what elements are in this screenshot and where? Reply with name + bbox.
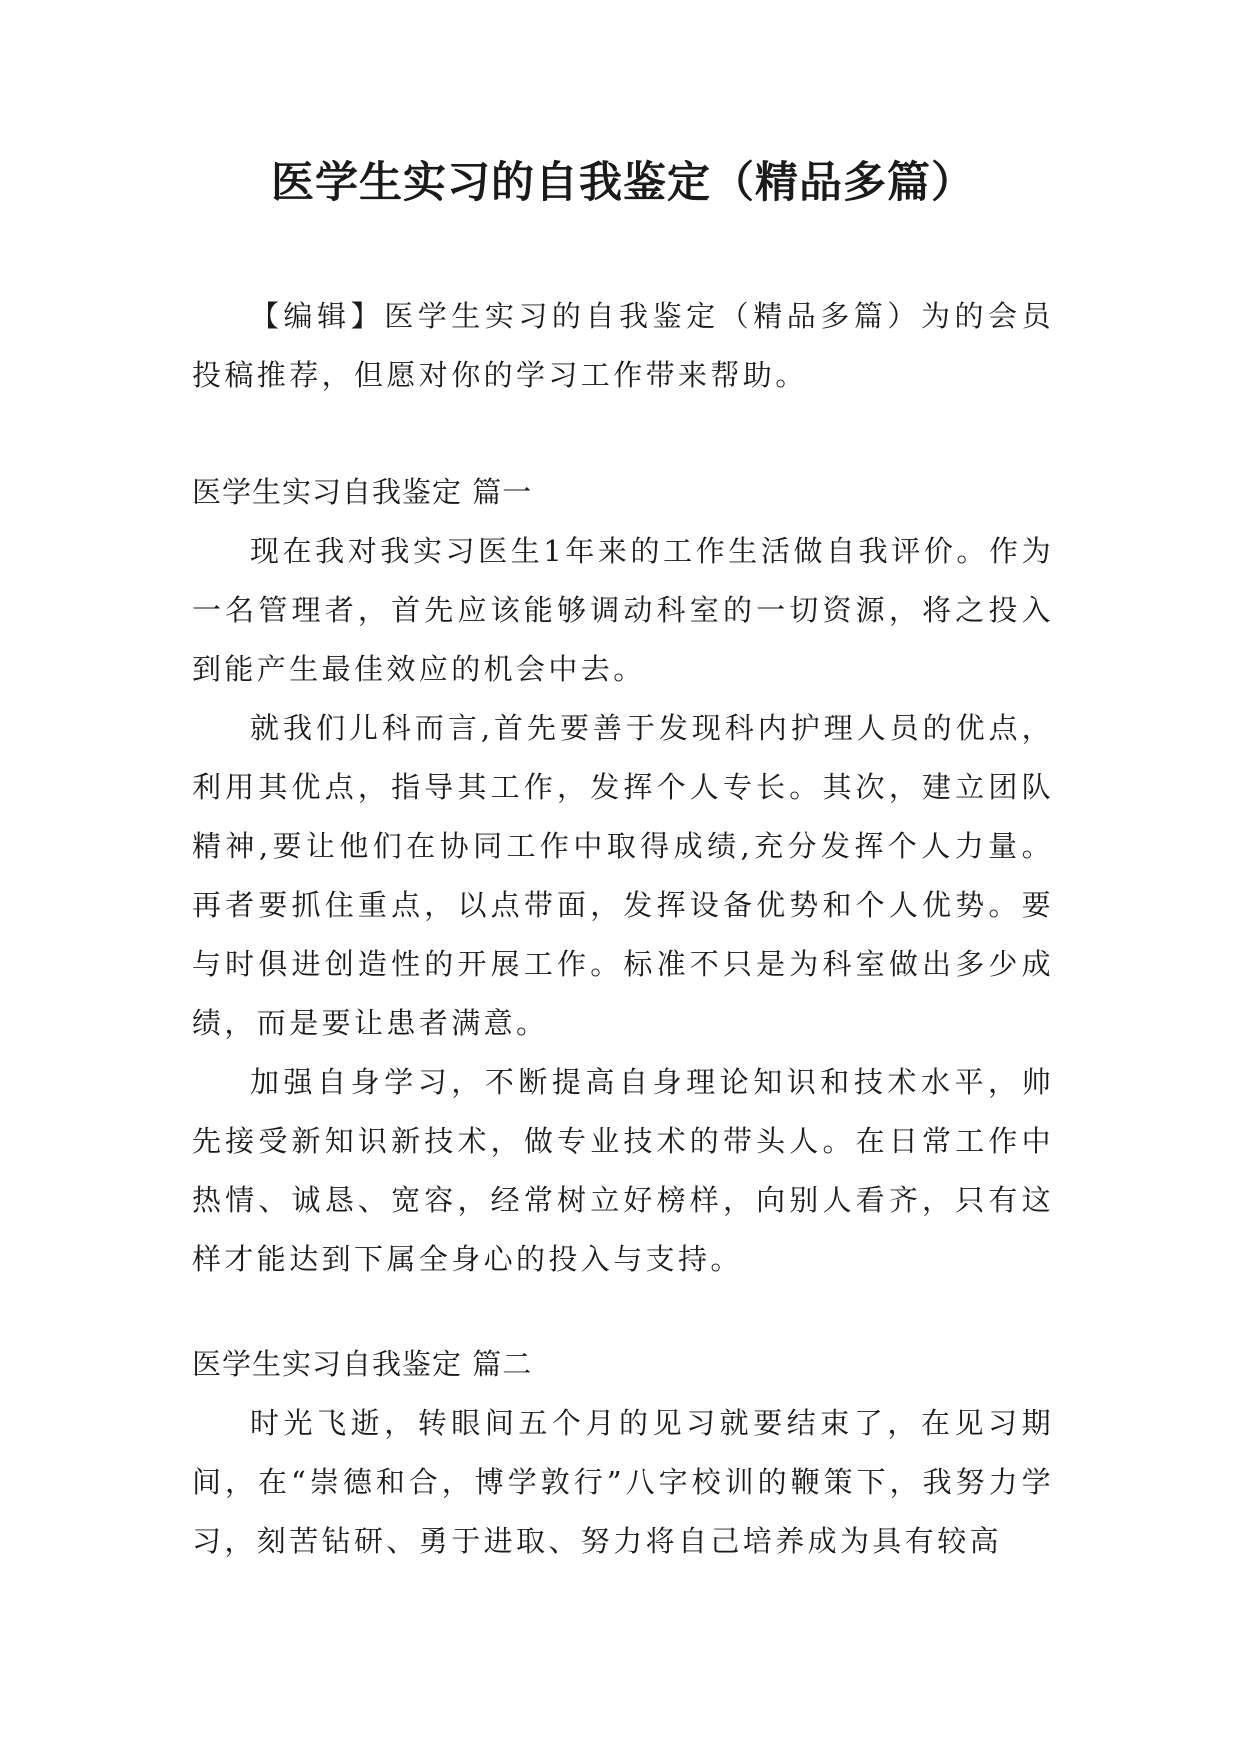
intro-block bbox=[192, 287, 1054, 405]
section-heading: 医学生实习自我鉴定 篇二 bbox=[192, 1347, 533, 1381]
section-2 bbox=[192, 1335, 1054, 1571]
body-paragraph: 时光飞逝，转眼间五个月的见习就要结束了，在见习期间，在“崇德和合，博学敦行”八字校训的鞭策下，我努力学习，刻苦钻研、勇于进取、努力将自己培养成为具有较高 bbox=[192, 1406, 1054, 1558]
section-1 bbox=[192, 463, 1054, 1289]
section-heading: 医学生实习自我鉴定 篇一 bbox=[192, 475, 533, 509]
document-title: 医学生实习的自我鉴定（精品多篇） bbox=[271, 158, 975, 208]
intro-paragraph: 【编辑】医学生实习的自我鉴定（精品多篇）为的会员投稿推荐，但愿对你的学习工作带来帮助。 bbox=[192, 299, 1054, 392]
body-paragraph: 加强自身学习，不断提高自身理论知识和技术水平，帅先接受新知识新技术，做专业技术的带头人。在日常工作中热情、诚恳、宽容，经常树立好榜样，向别人看齐，只有这样才能达到下属全身心的投入与支持。 bbox=[192, 1065, 1054, 1276]
body-paragraph: 现在我对我实习医生1年来的工作生活做自我评价。作为一名管理者，首先应该能够调动科室的一切资源，将之投入到能产生最佳效应的机会中去。 bbox=[192, 534, 1054, 686]
body-paragraph: 就我们儿科而言,首先要善于发现科内护理人员的优点，利用其优点，指导其工作，发挥个人专长。其次，建立团队精神,要让他们在协同工作中取得成绩,充分发挥个人力量。再者要抓住重点，以点带面，发挥设备优势和个人优势。要与时俱进创造性的开展工作。标准不只是为科室做出多少成绩，而是要让患者满意。 bbox=[192, 711, 1054, 1040]
